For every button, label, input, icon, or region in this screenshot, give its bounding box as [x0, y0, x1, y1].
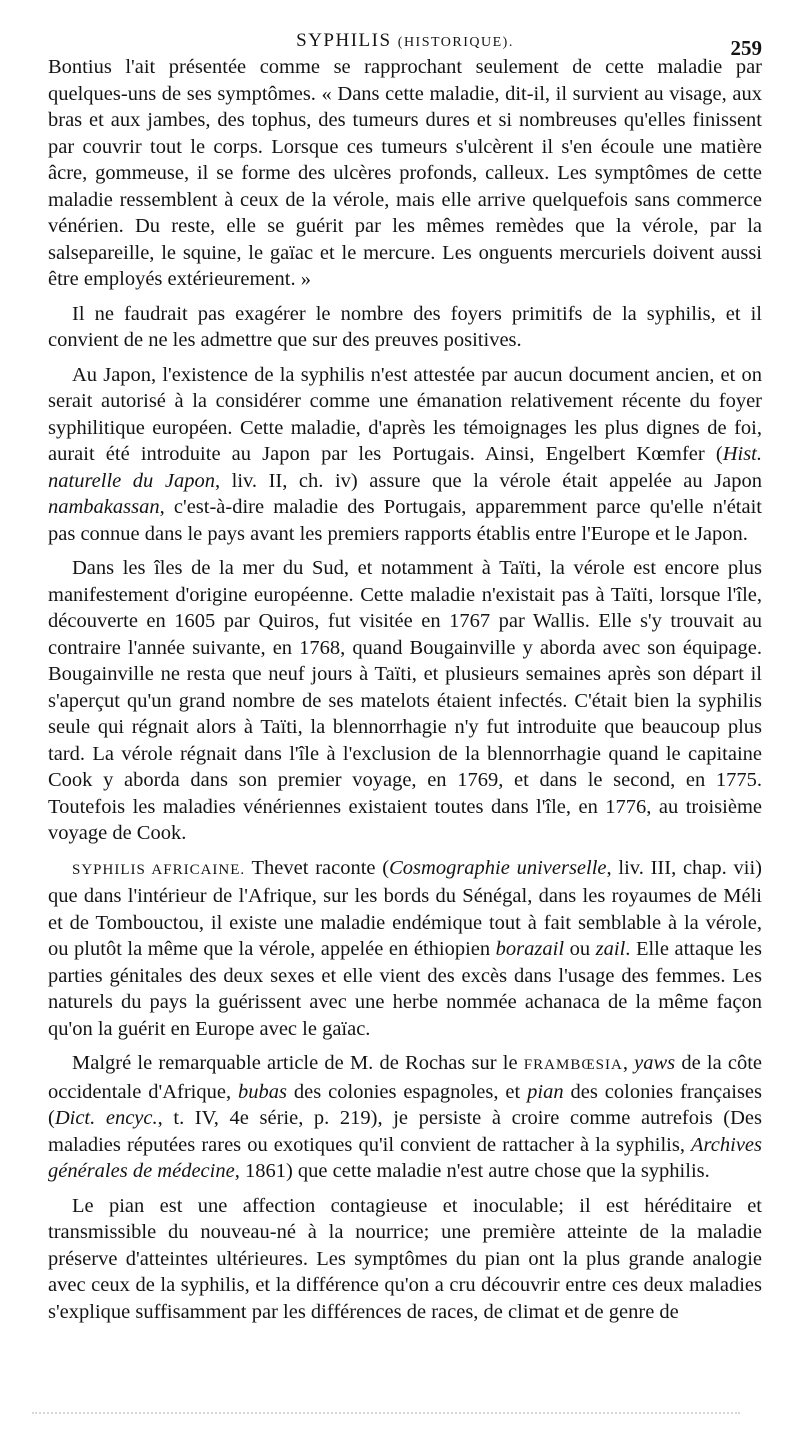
text-run: ou: [564, 938, 596, 960]
italic-text: nambakassan: [48, 496, 160, 518]
paragraph: Il ne faudrait pas exagérer le nombre des foyers primitifs de la syphilis, et il convient de ne les admettre que sur des preuves positives.: [48, 302, 762, 351]
italic-text: pian: [527, 1080, 564, 1103]
italic-text: Hist. naturelle du Japon: [48, 443, 762, 492]
italic-text: bubas: [238, 1080, 287, 1103]
footer-rule: [32, 1412, 740, 1416]
text-run: de la côte occidentale d'Afrique,: [48, 1052, 763, 1103]
italic-text: Dict. encyc.: [54, 1107, 158, 1129]
italic-text: Cosmographie universelle: [389, 856, 607, 879]
running-header: [48, 24, 762, 60]
italic-text: zail: [595, 938, 626, 960]
text-run: Thevet raconte (: [245, 856, 390, 879]
text-run: . Elle attaque les parties génitales des deux sexes et elle vient des excès dans l'usage des femmes. Les naturels du pays la guérissent avec une herbe nommée achanaca de la même façon qu'on la guérit en Europe avec le gaïac.: [48, 938, 763, 1040]
body-text: [48, 54, 762, 1325]
text-run: , 1861) que cette maladie n'est autre chose que la syphilis.: [234, 1160, 710, 1182]
paragraph: Dans les îles de la mer du Sud, et notamment à Taïti, la vérole est encore plus manifestement d'origine européenne. Cette maladie n'existait pas à Taïti, lorsque l'île, découverte en 1605 par Quiros, fut visitée en 1767 par Wallis. Elle s'y trouvait au contraire l'année suivante, en 1768, quand Bougainville y aborda avec son équipage. Bougainville ne resta que neuf jours à Taïti, et plusieurs semaines après son départ il s'aperçut qu'un grand nombre de ses matelots étaient infectés. C'était bien la syphilis seule qui régnait alors à Taïti, la blennorrhagie n'y fut introduite que beaucoup plus tard. La vérole régnait dans l'île à l'exclusion de la blennorrhagie quand le capitaine Cook y aborda dans son premier voyage, en 1769, et dans le second, en 1775. Toutefois les maladies vénériennes existaient toutes dans l'île, en 1776, au troisième voyage de Cook.: [48, 557, 762, 844]
text-run: Au Japon, l'existence de la syphilis n'est attestée par aucun document ancien, et on serait autorisé à la considérer comme une émanation relativement récente du foyer syphilitique européen. Cette maladie, d'après les témoignages les plus dignes de foi, aurait été introduite au Japon par les Portugais. Ainsi, Engelbert Kœmfer (: [48, 363, 762, 465]
running-title: [48, 30, 762, 52]
text-run: des colonies espagnoles, et: [287, 1080, 528, 1103]
book-page: [48, 24, 762, 1325]
text-run: , c'est-à-dire maladie des Portugais, apparemment parce qu'elle n'était pas connue dans le pays avant les premiers rapports établis entre l'Europe et le Japon.: [48, 496, 762, 545]
paragraph: [48, 1050, 762, 1185]
text-run: , liv. II, ch. iv) assure que la vérole était appelée au Japon: [214, 469, 762, 492]
italic-text: yaws: [634, 1052, 676, 1074]
page-number: 259: [730, 36, 762, 60]
text-run: , liv. III, chap. vii) que dans l'intérieur de l'Afrique, sur les bords du Sénégal, dans les royaumes de Méli et de Tombouctou, il existe une maladie endémique tout à fait semblable à la vérole, ou plutôt la même que la vérole, appelée en éthiopien: [48, 856, 762, 960]
paragraph: [48, 855, 762, 1043]
text-run: , t. IV, 4e série, p. 219), je persiste à croire comme autrefois (Des maladies réputées rares ou exotiques qu'il convient de rattacher à la syphilis,: [48, 1107, 762, 1156]
text-run: Malgré le remarquable article de M. de Rochas sur le: [72, 1052, 524, 1074]
text-run: ,: [622, 1052, 635, 1074]
small-caps-heading: SYPHILIS AFRICAINE.: [72, 861, 246, 878]
italic-text: Archives générales de médecine: [48, 1133, 762, 1182]
paragraph: Bontius l'ait présentée comme se rapprochant seulement de cette maladie par quelques-uns de ses symptômes. « Dans cette maladie, dit-il, il survient au visage, aux bras et aux jambes, des tophus, des tumeurs dures et si nombreuses qu'elles finissent par couvrir tout le corps. Lorsque ces tumeurs s'ulcèrent il s'en écoule une matière âcre, gommeuse, il se forme des ulcères profonds, calleux. Les symptômes de cette maladie ressemblent à ceux de la vérole, mais elle arrive quelquefois sans commerce vénérien. Du reste, elle se guérit par les mêmes remèdes que la vérole, par la salsepareille, le squine, le gaïac et le mercure. Les onguents mercuriels doivent aussi être employés extérieurement. »: [48, 56, 762, 290]
header-title: SYPHILIS: [296, 30, 392, 51]
paragraph: [48, 362, 762, 548]
text-run: des colonies françaises (: [48, 1080, 763, 1129]
italic-text: borazail: [495, 938, 565, 960]
header-subtitle: (HISTORIQUE).: [397, 35, 514, 50]
small-caps-heading: FRAMBŒSIA: [523, 1057, 623, 1073]
paragraph: Le pian est une affection contagieuse et inoculable; il est héréditaire et transmissible du nouveau-né à la nourrice; une première atteinte de la maladie préserve d'atteintes ultérieures. Les symptômes du pian ont la plus grande analogie avec ceux de la syphilis, et la différence qu'on a cru découvrir entre ces deux maladies s'explique suffisamment par les différences de races, de climat et de genre de: [48, 1194, 762, 1323]
